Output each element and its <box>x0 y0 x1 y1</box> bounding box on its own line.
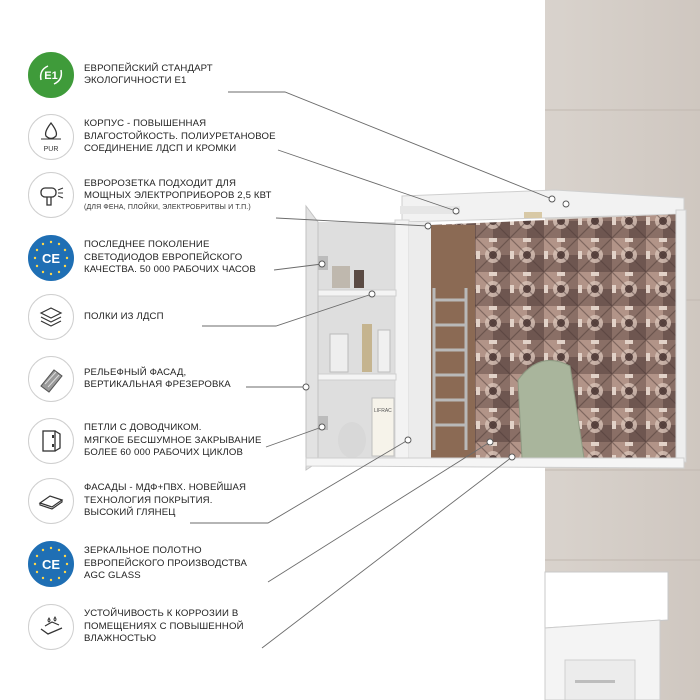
feature-line: БОЛЕЕ 60 000 РАБОЧИХ ЦИКЛОВ <box>84 447 244 459</box>
feature-line: ВЛАЖНОСТЬЮ <box>84 633 157 645</box>
feature-line: УСТОЙЧИВОСТЬ К КОРРОЗИИ В <box>84 608 239 620</box>
feature-eco-standard <box>28 52 324 98</box>
feature-hinges <box>28 418 324 464</box>
feature-line: СОЕДИНЕНИЕ ЛДСП И КРОМКИ <box>84 143 237 155</box>
water-drop-pur-icon <box>28 114 74 160</box>
feature-note: (ДЛЯ ФЕНА, ПЛОЙКИ, ЭЛЕКТРОБРИТВЫ И Т.П.) <box>84 203 251 211</box>
feature-line: КАЧЕСТВА. 50 000 РАБОЧИХ ЧАСОВ <box>84 264 256 276</box>
svg-text:CE: CE <box>41 251 61 266</box>
feature-euro-socket <box>28 172 324 218</box>
feature-relief-facade <box>28 356 324 402</box>
feature-line: AGC GLASS <box>84 570 141 582</box>
bottle-label: LIFRAC <box>374 408 392 414</box>
door-hinge-icon <box>28 418 74 464</box>
feature-body-moisture <box>28 114 324 160</box>
eco-e1-icon <box>28 52 74 98</box>
feature-line: МОЩНЫХ ЭЛЕКТРОПРИБОРОВ 2,5 КВТ <box>84 190 272 201</box>
feature-line: РЕЛЬЕФНЫЙ ФАСАД, <box>84 366 187 378</box>
ce-icon <box>28 541 74 587</box>
feature-line: ЗЕРКАЛЬНОЕ ПОЛОТНО <box>84 545 202 557</box>
feature-led <box>28 235 324 281</box>
feature-line: ФАСАДЫ - МДФ+ПВХ. НОВЕЙШАЯ <box>84 482 247 494</box>
feature-mirror-glass <box>28 541 324 587</box>
feature-line: ЕВРОРОЗЕТКА ПОДХОДИТ ДЛЯ <box>84 177 237 189</box>
ce-icon <box>28 235 74 281</box>
shelves-stack-icon <box>28 294 74 340</box>
hairdryer-icon <box>28 172 74 218</box>
feature-line: ВЛАГОСТОЙКОСТЬ. ПОЛИУРЕТАНОВОЕ <box>84 130 276 142</box>
feature-line: ВЕРТИКАЛЬНАЯ ФРЕЗЕРОВКА <box>84 379 231 390</box>
feature-line: ТЕХНОЛОГИЯ ПОКРЫТИЯ. <box>84 494 213 506</box>
feature-line: КОРПУС - ПОВЫШЕННАЯ <box>84 118 207 130</box>
feature-line: ПОЛКИ ИЗ ЛДСП <box>84 310 164 322</box>
svg-text:PUR: PUR <box>43 146 59 153</box>
feature-corrosion <box>28 604 324 650</box>
relief-facade-icon <box>28 356 74 402</box>
sink-illustration <box>545 572 668 700</box>
svg-text:E1: E1 <box>44 70 58 82</box>
feature-line: ЕВРОПЕЙСКОГО ПРОИЗВОДСТВА <box>84 557 248 569</box>
feature-line: ПЕТЛИ С ДОВОДЧИКОМ. <box>84 422 202 434</box>
feature-line: ЭКОЛОГИЧНОСТИ E1 <box>84 75 187 86</box>
corrosion-hand-icon <box>28 604 74 650</box>
feature-line: ПОМЕЩЕНИЯХ С ПОВЫШЕННОЙ <box>84 620 244 632</box>
svg-text:CE: CE <box>41 557 61 572</box>
glossy-panel-icon <box>28 478 74 524</box>
feature-shelves <box>28 294 324 340</box>
feature-line: ПОСЛЕДНЕЕ ПОКОЛЕНИЕ <box>84 239 210 251</box>
feature-line: СВЕТОДИОДОВ ЕВРОПЕЙСКОГО <box>84 251 243 263</box>
feature-line: МЯГКОЕ БЕСШУМНОЕ ЗАКРЫВАНИЕ <box>84 434 262 446</box>
feature-facades <box>28 478 324 524</box>
feature-line: ЕВРОПЕЙСКИЙ СТАНДАРТ <box>84 62 213 74</box>
feature-line: ВЫСОКИЙ ГЛЯНЕЦ <box>84 507 176 519</box>
